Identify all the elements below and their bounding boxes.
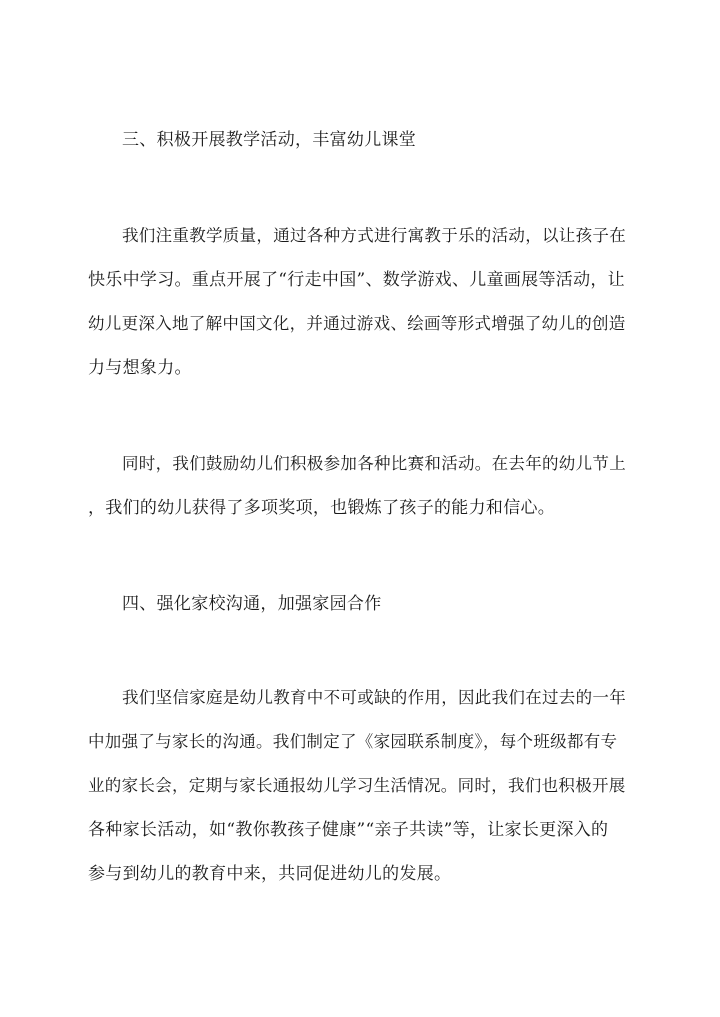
paragraph-line: ，我们的幼儿获得了多项奖项，也锻炼了孩子的能力和信心。 (88, 498, 556, 518)
paragraph-line: 幼儿更深入地了解中国文化，并通过游戏、绘画等形式增强了幼儿的创造 (88, 314, 626, 333)
paragraph-line: 我们坚信家庭是幼儿教育中不可或缺的作用，因此我们在过去的一年 (122, 688, 626, 707)
section-heading: 四、强化家校沟通，加强家园合作 (122, 594, 382, 614)
paragraph-line: 中加强了与家长的沟通。我们制定了《家园联系制度》，每个班级都有专 (88, 732, 618, 751)
paragraph-line: 各种家长活动，如“教你教孩子健康”“亲子共读”等，让家长更深入的 (88, 820, 609, 840)
paragraph-line: 我们注重教学质量，通过各种方式进行寓教于乐的活动，以让孩子在 (122, 226, 626, 245)
paragraph-line: 业的家长会，定期与家长通报幼儿学习生活情况。同时，我们也积极开展 (88, 776, 626, 795)
paragraph-line: 快乐中学习。重点开展了“行走中国”、数学游戏、儿童画展等活动，让 (88, 270, 625, 290)
paragraph-line: 同时，我们鼓励幼儿们积极参加各种比赛和活动。在去年的幼儿节上 (122, 454, 626, 473)
section-heading: 三、积极开展教学活动，丰富幼儿课堂 (122, 130, 417, 150)
paragraph-line: 力与想象力。 (88, 358, 192, 378)
paragraph-line: 参与到幼儿的教育中来，共同促进幼儿的发展。 (88, 864, 452, 884)
